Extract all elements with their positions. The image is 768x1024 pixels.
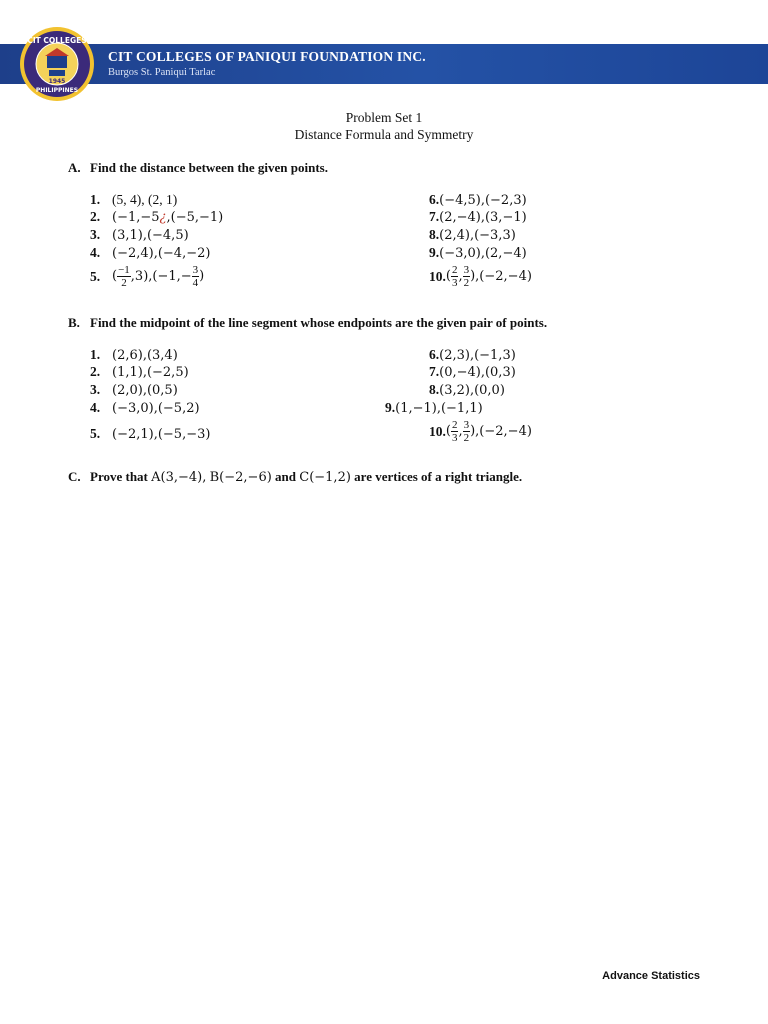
- problem-text: (−1,−5: [112, 210, 160, 225]
- problem-a10: 10.( $\frac{2}{3}$ , $\frac{3}{2}$ ),(−2,−4): [429, 264, 532, 289]
- problem-b6: [429, 347, 516, 363]
- problem-a4: [90, 245, 210, 261]
- problem-text: (2,6),(3,4): [112, 348, 178, 363]
- problem-text: ,(−2,−4): [475, 269, 532, 284]
- section-prompt: Find the midpoint of the line segment whose endpoints are the given pair of points.: [90, 315, 548, 330]
- problem-a7: [429, 209, 527, 225]
- problem-text: (−4,5),(−2,3): [439, 193, 527, 208]
- problem-number: 2.: [90, 209, 101, 224]
- problem-b3: [90, 382, 178, 398]
- problem-text: (−3,0),(−5,2): [112, 401, 200, 416]
- problem-a8: [429, 227, 516, 243]
- section-a-heading: [68, 160, 328, 176]
- fraction: $\frac{2}{3}$: [451, 264, 458, 289]
- section-letter: A.: [68, 160, 81, 175]
- problem-b4: [90, 400, 200, 416]
- problem-number: 3.: [90, 227, 101, 242]
- problem-text: ,(−2,−4): [475, 424, 532, 439]
- problem-number: 8.: [429, 227, 440, 242]
- problem-number: 1.: [90, 347, 101, 362]
- problem-b7: [429, 364, 516, 380]
- problem-typo-mark: ¿: [159, 210, 167, 225]
- problem-number: 7.: [429, 209, 440, 224]
- svg-text:1945: 1945: [48, 78, 66, 85]
- problem-number: 7.: [429, 364, 440, 379]
- vertex-b: B(−2,−6): [209, 470, 272, 485]
- problem-number: 1.: [90, 192, 101, 207]
- section-c-heading: [68, 469, 522, 485]
- problem-b1: [90, 347, 178, 363]
- problem-a2: [90, 209, 223, 225]
- fraction: $\frac{2}{3}$: [451, 419, 458, 444]
- problem-number: 4.: [90, 400, 101, 415]
- problem-b8: [429, 382, 505, 398]
- problem-b2: [90, 364, 189, 380]
- problem-a1: [90, 192, 177, 208]
- problem-text: (5, 4), (2, 1): [112, 192, 178, 207]
- problem-text: (0,−4),(0,3): [439, 365, 516, 380]
- fraction: $\frac{3}{2}$: [463, 264, 470, 289]
- section-prompt-rest: are vertices of a right triangle.: [354, 469, 523, 484]
- section-prompt: Prove that: [90, 469, 148, 484]
- problem-text: (−3,0),(2,−4): [439, 246, 527, 261]
- problem-text: ,(−5,−1): [166, 210, 224, 225]
- fraction: $\frac{-1}{2}$: [118, 264, 130, 289]
- school-seal-logo: [19, 26, 95, 102]
- svg-text:CIT COLLEGES: CIT COLLEGES: [27, 36, 87, 45]
- problem-number: 10.: [429, 268, 446, 284]
- problem-a9: [429, 245, 527, 261]
- problem-number: 2.: [90, 364, 101, 379]
- vertex-c: C(−1,2): [299, 470, 351, 485]
- page-title: Problem Set 1: [345, 110, 423, 125]
- problem-number: 5.: [90, 268, 101, 284]
- section-b-heading: [68, 315, 547, 331]
- problem-number: 5.: [90, 426, 101, 441]
- footer-course-name: Advance Statistics: [602, 970, 700, 982]
- section-letter: C.: [68, 469, 81, 484]
- vertex-a: A(3,−4),: [151, 470, 207, 485]
- problem-text: (3,2),(0,0): [439, 383, 505, 398]
- problem-text: (1,−1),(−1,1): [395, 401, 483, 416]
- problem-text: (2,3),(−1,3): [439, 348, 516, 363]
- problem-number: 3.: [90, 382, 101, 397]
- problem-number: 10.: [429, 423, 446, 439]
- problem-a6: [429, 192, 527, 208]
- problem-number: 8.: [429, 382, 440, 397]
- problem-text: (2,0),(0,5): [112, 383, 178, 398]
- problem-a3: [90, 227, 189, 243]
- problem-b5: [90, 426, 210, 442]
- problem-number: 6.: [429, 347, 440, 362]
- problem-text: (2,−4),(3,−1): [439, 210, 527, 225]
- section-prompt: Find the distance between the given points.: [90, 160, 328, 175]
- conjunction: and: [275, 469, 296, 484]
- section-letter: B.: [68, 315, 80, 330]
- problem-a5: 5. ( $\frac{-1}{2}$ ,3),(−1,− $\frac{3}{4}$ ): [90, 264, 205, 289]
- problem-number: 4.: [90, 245, 101, 260]
- problem-b10: 10.( $\frac{2}{3}$ , $\frac{3}{2}$ ),(−2,−4): [429, 419, 532, 444]
- org-name: CIT COLLEGES OF PANIQUI FOUNDATION INC.: [108, 49, 426, 64]
- svg-text:PHILIPPINES: PHILIPPINES: [35, 87, 79, 94]
- problem-b9: [385, 400, 483, 416]
- problem-text: (−2,4),(−4,−2): [112, 246, 211, 261]
- problem-text: (1,1),(−2,5): [112, 365, 189, 380]
- problem-number: 6.: [429, 192, 440, 207]
- fraction: $\frac{3}{2}$: [463, 419, 470, 444]
- page-subtitle: Distance Formula and Symmetry: [294, 127, 474, 142]
- problem-number: 9.: [385, 400, 396, 415]
- problem-text: (2,4),(−3,3): [439, 228, 516, 243]
- problem-number: 9.: [429, 245, 440, 260]
- problem-text: (−2,1),(−5,−3): [112, 427, 211, 442]
- org-address: Burgos St. Paniqui Tarlac: [108, 67, 216, 78]
- fraction: $\frac{3}{4}$: [192, 264, 199, 289]
- problem-text: (3,1),(−4,5): [112, 228, 189, 243]
- problem-text: ,3),(−1,−: [130, 269, 192, 284]
